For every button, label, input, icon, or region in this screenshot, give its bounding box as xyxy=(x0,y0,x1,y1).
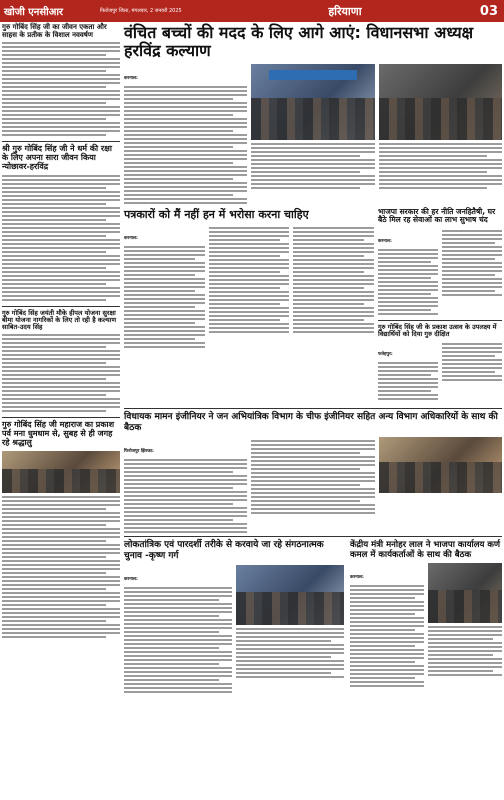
left-story-4-headline: गुरु गोबिंद सिंह जी महाराज का प्रकाश पर्व मना धुमधाम से, सुबह से ही जगह रहे श्रद्धालु xyxy=(2,420,115,447)
divider xyxy=(2,417,120,418)
right-small-1-byline: करनाल: xyxy=(378,238,392,244)
divider xyxy=(2,141,120,142)
right-small-story-1 xyxy=(378,208,502,315)
section-title: हरियाणा xyxy=(328,4,362,18)
main-area xyxy=(124,24,502,798)
masthead xyxy=(0,0,504,22)
left-story-3-headline: गुरु गोबिंद सिंह जयंती मौके हीपल योजना सुरक्षा बीमा योजना नागरिकों के लिए तो रही है कल्याण साबित-उदय सिंह xyxy=(2,308,117,332)
bottom-right-story xyxy=(350,540,502,693)
right-small-stories xyxy=(378,208,502,405)
bottom-right-headline: केंद्रीय मंत्री मनोहर लाल ने भाजपा कार्यालय कर्ण कमल में कार्यकर्ताओं के साथ की बैठक xyxy=(350,539,501,560)
bottom-left-byline: करनाल: xyxy=(124,576,138,582)
divider xyxy=(124,408,502,409)
second-story xyxy=(124,208,374,405)
bottom-right-byline: करनाल: xyxy=(350,574,364,580)
bottom-left-story xyxy=(124,540,344,693)
left-story-1 xyxy=(2,24,120,136)
left-story-4-photo xyxy=(2,451,120,493)
left-story-4 xyxy=(2,421,120,637)
newspaper-brand: खोजी एनसीआर xyxy=(4,7,64,18)
divider xyxy=(124,536,502,537)
page-number: 03 xyxy=(479,3,498,19)
left-story-3 xyxy=(2,310,120,412)
bottom-left-headline: लोकतांत्रिक एवं पारदर्शी तरीके से करवाये जा रहे संगठनात्मक चुनाव -कृष्ण गर्ग xyxy=(124,539,324,561)
lead-photo-2 xyxy=(379,64,502,140)
second-byline: करनाल: xyxy=(124,236,138,241)
left-story-3-body xyxy=(2,334,120,412)
lead-photo xyxy=(251,64,374,140)
lead-story xyxy=(124,24,502,204)
divider xyxy=(378,320,502,321)
left-story-2-body xyxy=(2,175,120,301)
divider xyxy=(2,306,120,307)
bottom-left-photo xyxy=(236,565,344,625)
second-headline: पत्रकारों को मैं नहीं हन में भरोसा करना चाहिए xyxy=(124,208,309,221)
lead-body xyxy=(124,64,502,204)
left-column xyxy=(2,24,120,798)
mid-photo xyxy=(379,437,502,493)
bottom-right-photo xyxy=(428,563,502,623)
right-small-2-byline: फतेहपुर: xyxy=(378,351,393,357)
mid-headline: विधायक मामन इंजीनियर ने जन अभियांत्रिक विभाग के चीफ इंजीनियर सहित अन्य विभाग अधिकारियों के साथ की बैठक xyxy=(124,411,498,433)
mid-story xyxy=(124,412,502,533)
left-story-2 xyxy=(2,145,120,300)
second-row xyxy=(124,208,502,405)
right-small-1-headline: भाजपा सरकार की हर नीति जनहितैषी, घर बैठे मिल रह सेवाओं का लाभ सुभाष चंद xyxy=(378,207,496,225)
left-story-2-headline: श्री गुरु गोबिंद सिंह जी ने धर्म की रक्षा के लिए अपना सारा जीवन किया न्योछावर-हरविंद्र xyxy=(2,144,112,171)
left-story-1-headline: गुरु गोबिंद सिंह जी का जीवन एकता और साहस के प्रतीक के विशाल नववर्षण xyxy=(2,23,107,39)
lead-byline: करनाल: xyxy=(124,76,138,81)
bottom-row xyxy=(124,540,502,693)
lead-headline: वंचित बच्चों की मदद के लिए आगे आएं: विधानसभा अध्यक्ष हरविंद्र कल्याण xyxy=(124,23,474,60)
mid-byline: फिरोजपुर झिरका: xyxy=(124,448,154,454)
issue-meta: फिरोजपुर जिला, मंगलवार, 2 जनवरी 2025 xyxy=(100,8,182,14)
right-small-story-2 xyxy=(378,324,502,400)
left-story-1-body xyxy=(2,42,120,136)
left-story-4-body xyxy=(2,496,120,638)
right-small-2-headline: गुरु गोबिंद सिंह जी के प्रकाश उत्सव के उपलक्ष्य में विद्यार्थियों को दिया गुरु दीक्षित xyxy=(378,322,497,338)
